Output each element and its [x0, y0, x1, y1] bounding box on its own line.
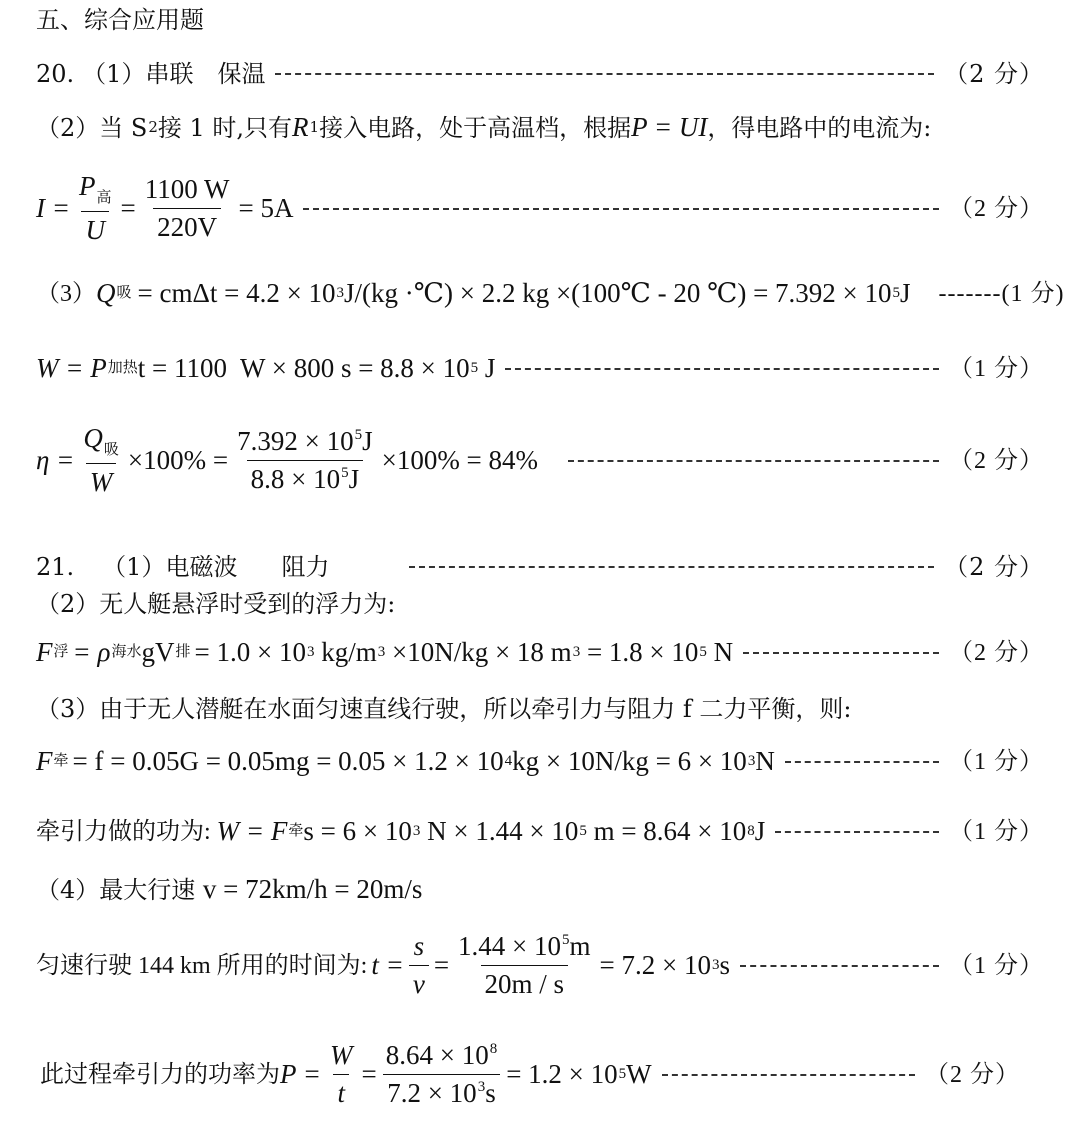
q20-part1-score: （2 分） — [944, 60, 1044, 88]
q21-eq1-exp1: 3 — [306, 644, 315, 660]
q21-eq5-frac2 — [382, 1042, 501, 1107]
answer-leader-dashes — [505, 368, 939, 370]
q20-eq3-body-b: J — [478, 353, 496, 383]
q21-eq2-F-sub: 牵 — [53, 753, 69, 769]
q21-eq5-frac2-num-exp: 8 — [489, 1041, 498, 1057]
q21-eq1-exp4: 5 — [699, 644, 707, 660]
q20-eq3-line — [0, 355, 1080, 382]
q21-eq1-F: F — [36, 637, 53, 667]
q20-eq3-W: W — [36, 353, 59, 383]
q21-eq1-body-b: gV — [141, 637, 175, 667]
q20-eq4-frac1-den: W — [86, 463, 117, 496]
q20-part1-answer: （1）串联 保温 — [82, 60, 266, 88]
answer-leader-dashes — [740, 965, 939, 967]
answer-leader-dashes — [785, 761, 939, 763]
q21-eq3-exp2: 5 — [579, 823, 587, 839]
q21-eq1-body-g: N — [706, 637, 734, 667]
q21-eq4-frac2 — [454, 933, 595, 998]
q20-eq4-frac2-den-b: J — [348, 464, 360, 494]
q21-part1-score: （2 分） — [944, 553, 1044, 581]
q21-eq5-lhs: P = — [280, 1059, 321, 1089]
q20-eq2-Q: Q — [96, 278, 116, 308]
q20-eq2-label: （3） — [36, 280, 96, 307]
q21-eq5-rhs-b: W — [626, 1059, 652, 1089]
q20-eq3-sub: 加热 — [107, 360, 138, 376]
q21-part4-text: （4）最大行速 — [36, 875, 203, 904]
q21-eq5-frac2-den-exp: 3 — [477, 1079, 486, 1095]
q20-eq3-exp: 5 — [470, 360, 479, 376]
q21-eq5-line — [0, 1042, 1080, 1107]
q20-part2-formula: P = UI — [631, 112, 708, 142]
q20-eq1-rhs: = 5A — [238, 193, 294, 223]
q21-eq5-frac1-num: W — [329, 1040, 353, 1070]
q21-eq4-frac1 — [409, 933, 429, 998]
section-heading-line — [0, 8, 1080, 32]
q21-part3-text: （3）由于无人潜艇在水面匀速直线行驶，所以牵引力与阻力 f 二力平衡，则: — [36, 695, 852, 723]
q21-eq5-rhs-a: = 1.2 × 10 — [506, 1059, 618, 1089]
answer-leader-dashes — [275, 73, 934, 75]
q21-eq3-body-a: s = 6 × 10 — [303, 816, 412, 846]
q20-eq3-eq: = P — [58, 353, 107, 383]
q21-eq4-rhs-exp: 3 — [712, 957, 720, 973]
q20-eq4-frac2 — [233, 428, 377, 493]
q20-part2-text-b: 接 1 时,只有 — [157, 113, 293, 142]
q21-eq3-exp1: 3 — [412, 823, 421, 839]
q20-part2-line — [0, 114, 1080, 141]
q21-eq1-line — [0, 639, 1080, 666]
q20-eq2-exp2: 5 — [892, 285, 901, 301]
q21-eq1-rho-sub: 海水 — [111, 644, 142, 660]
q21-eq5-eq: = — [361, 1059, 377, 1089]
q21-eq1-body-e: ×10N/kg × 18 m — [385, 637, 572, 667]
q21-eq5-rhs-exp: 5 — [618, 1066, 627, 1082]
q21-eq2-body-b: kg × 10N/kg = 6 × 10 — [512, 746, 747, 776]
q21-eq1-body-c: = 1.0 × 10 — [194, 637, 306, 667]
q21-eq3-F-sub: 牵 — [288, 823, 304, 839]
answer-leader-dashes — [662, 1074, 915, 1076]
q20-eq2-body-b: J/(kg ·℃) × 2.2 kg ×(100℃ - 20 ℃) = 7.392 × 10 — [344, 278, 892, 308]
q20-eq1-frac1 — [75, 173, 116, 244]
q20-part2-text: （2）当 S — [36, 113, 148, 142]
q20-eq4-frac1 — [79, 425, 123, 496]
q20-part2-R-sub: 1 — [309, 118, 320, 136]
q20-eq4-line — [0, 425, 1080, 496]
q20-eq4-frac2-num-b: J — [362, 426, 373, 456]
q20-eq1-frac2-den: 220V — [153, 208, 221, 241]
q20-eq3-score: （1 分） — [949, 355, 1044, 382]
q20-eq1-frac1-den: U — [81, 211, 109, 244]
q21-part4-formula: v = 72km/h = 20m/s — [202, 874, 423, 904]
q21-eq4-frac2-num-a: 1.44 × 10 — [458, 931, 562, 961]
q21-eq5-label: 此过程牵引力的功率为 — [40, 1061, 280, 1088]
q21-part1-answer: （1）电磁波 — [102, 553, 238, 581]
q20-eq2-Q-sub: 吸 — [116, 285, 132, 301]
q20-part1-line — [0, 62, 1080, 86]
q21-eq4-frac2-den: 20m / s — [481, 965, 569, 998]
q21-eq1-exp3: 3 — [572, 644, 581, 660]
q21-eq3-body-d: J — [754, 816, 766, 846]
q20-eq1-score: （2 分） — [949, 195, 1044, 222]
q20-eq1-eq: = — [120, 193, 136, 223]
q21-eq2-body-c: N — [755, 746, 775, 776]
q21-part1-line — [0, 555, 1080, 579]
answer-leader-dashes — [303, 208, 939, 210]
q21-number: 21. — [36, 553, 75, 581]
q21-part4-line — [0, 876, 1080, 903]
q21-eq3-label: 牵引力做的功为: — [36, 818, 211, 845]
q21-part3-line — [0, 697, 1080, 721]
q21-eq2-body-a: = f = 0.05G = 0.05mg = 0.05 × 1.2 × 10 — [72, 746, 504, 776]
q21-part2-text: （2）无人艇悬浮时受到的浮力为: — [36, 590, 396, 618]
q21-eq4-frac2-num-exp: 5 — [562, 932, 570, 948]
q21-eq1-exp2: 3 — [377, 644, 386, 660]
q21-eq2-score: （1 分） — [949, 748, 1044, 775]
q21-part1-answer-b: 阻力 — [281, 553, 330, 581]
q21-eq4-label: 匀速行驶 144 km 所用的时间为: — [36, 952, 368, 979]
q21-eq3-W: W = F — [216, 816, 288, 846]
q20-eq2-exp1: 3 — [336, 285, 345, 301]
q20-eq1-frac1-num: P — [78, 171, 96, 201]
q20-eq4-frac2-den-exp: 5 — [341, 465, 349, 481]
q21-eq5-score: （2 分） — [925, 1061, 1020, 1088]
q21-eq3-exp3: 8 — [747, 823, 755, 839]
q20-eq1-lhs: I = — [36, 193, 70, 223]
q20-eq1-frac2-num: 1100 W — [144, 174, 230, 204]
q21-eq5-frac2-num-a: 8.64 × 10 — [385, 1040, 489, 1070]
q21-eq2-exp1: 4 — [504, 753, 513, 769]
q21-eq4-frac2-num-b: m — [569, 931, 591, 961]
q21-eq4-score: （1 分） — [949, 952, 1044, 979]
q20-eq2-line — [0, 280, 1080, 307]
q20-eq4-frac2-num-a: 7.392 × 10 — [237, 426, 354, 456]
q21-eq3-body-c: m = 8.64 × 10 — [586, 816, 747, 846]
q20-eq1-frac2 — [141, 176, 234, 241]
q20-part2-text-d: ，得电路中的电流为: — [707, 113, 932, 142]
q20-eq4-frac2-num-exp: 5 — [354, 427, 363, 443]
q21-eq3-body-b: N × 1.44 × 10 — [420, 816, 579, 846]
q20-eq2-body-c: J — [900, 278, 911, 308]
q20-eq2-body-a: = cmΔt = 4.2 × 10 — [137, 278, 336, 308]
q20-eq2-score: -------(1 分) — [938, 280, 1065, 307]
q20-eq4-frac2-den-a: 8.8 × 10 — [250, 464, 341, 494]
q21-eq1-F-sub: 浮 — [53, 644, 69, 660]
q21-eq4-frac1-den: v — [409, 965, 429, 998]
q20-eq4-eta: η = — [36, 445, 75, 475]
q21-eq5-frac2-den-b: s — [485, 1078, 496, 1108]
q21-eq3-score: （1 分） — [949, 818, 1044, 845]
q21-eq4-lhs: t = — [371, 950, 404, 980]
section-heading: 五、综合应用题 — [36, 6, 204, 34]
q20-eq4-score: （2 分） — [949, 447, 1044, 474]
q20-eq4-frac1-num-sub: 吸 — [103, 442, 119, 458]
q21-eq4-rhs-b: s — [719, 950, 731, 980]
q21-eq5-frac2-den-a: 7.2 × 10 — [387, 1078, 477, 1108]
q20-eq1-line — [0, 173, 1080, 244]
q21-eq4-line — [0, 933, 1080, 998]
q20-part2-text-c: 接入电路，处于高温档，根据 — [319, 113, 632, 142]
q21-eq1-body-f: = 1.8 × 10 — [580, 637, 699, 667]
q21-eq1-body-d: kg/m — [314, 637, 377, 667]
q20-eq3-body-a: t = 1100 W × 800 s = 8.8 × 10 — [137, 353, 470, 383]
q20-part2-R: R — [292, 112, 309, 142]
q20-eq4-frac1-num: Q — [83, 423, 103, 453]
q21-eq2-line — [0, 748, 1080, 775]
q21-eq4-eq: = — [433, 950, 450, 980]
q21-eq1-score: （2 分） — [949, 639, 1044, 666]
q21-eq2-exp2: 3 — [747, 753, 756, 769]
q21-eq4-frac1-num: s — [413, 931, 425, 961]
q21-eq1-body-a: = ρ — [72, 637, 111, 667]
q20-number: 20. — [36, 60, 75, 88]
q20-part2-sub: 2 — [148, 118, 158, 136]
q21-eq5-frac1-den: t — [333, 1074, 349, 1107]
answer-leader-dashes — [568, 460, 939, 462]
q21-eq2-F: F — [36, 746, 53, 776]
q21-part2-line — [0, 592, 1080, 616]
answer-leader-dashes — [775, 831, 939, 833]
answer-leader-dashes — [409, 566, 934, 568]
q21-eq3-line — [0, 818, 1080, 845]
q21-eq1-V-sub: 排 — [175, 644, 191, 660]
q20-eq1-frac1-num-sub: 高 — [96, 190, 112, 206]
q21-eq4-rhs-a: = 7.2 × 10 — [599, 950, 712, 980]
q20-eq4-rhs: ×100% = 84% — [381, 445, 539, 475]
q20-eq4-mid: ×100% = — [127, 445, 229, 475]
q21-eq5-frac1 — [326, 1042, 357, 1107]
answer-leader-dashes — [743, 652, 939, 654]
